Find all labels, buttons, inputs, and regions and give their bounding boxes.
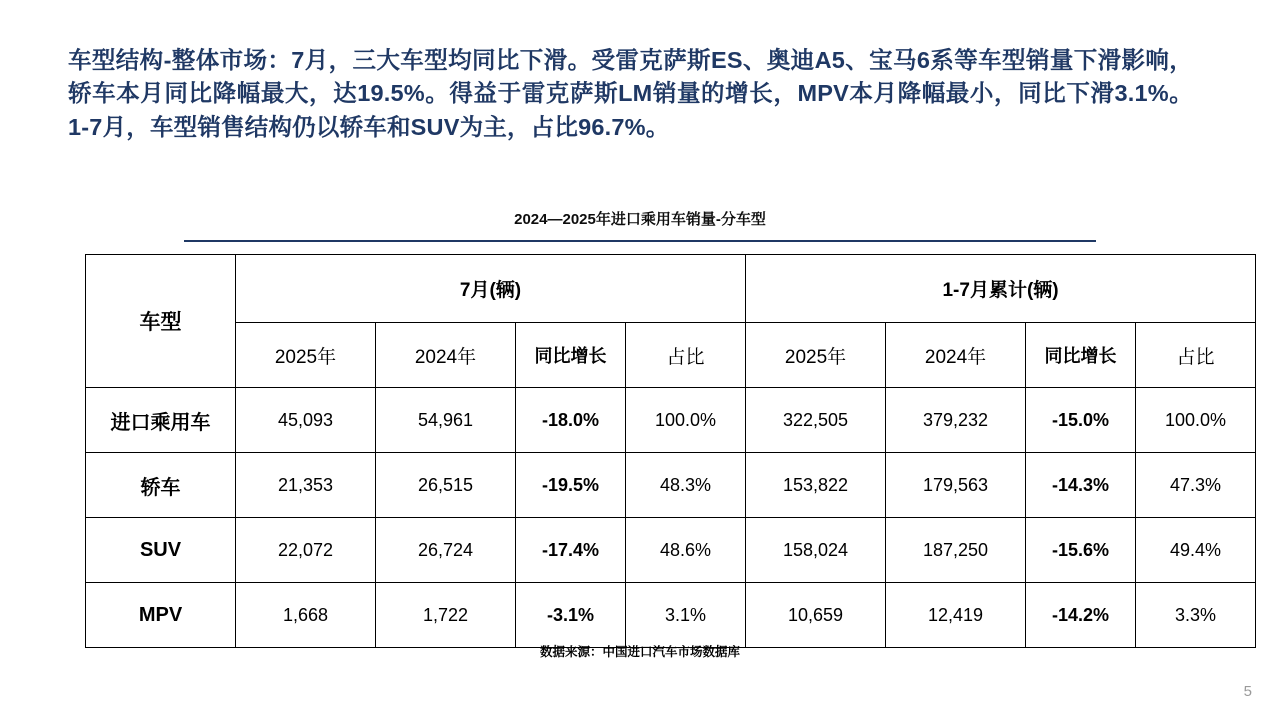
table-subheader-m-share: 占比 — [626, 323, 746, 388]
table-row-label: MPV — [86, 583, 236, 648]
data-table-container — [85, 254, 1227, 648]
table-subheader-c-share: 占比 — [1136, 323, 1256, 388]
table-cell: 187,250 — [886, 518, 1026, 583]
table-cell: -3.1% — [516, 583, 626, 648]
table-row-label: 进口乘用车 — [86, 388, 236, 453]
table-cell: 48.3% — [626, 453, 746, 518]
table-cell: 26,515 — [376, 453, 516, 518]
table-cell: -14.2% — [1026, 583, 1136, 648]
table-row — [86, 453, 1256, 518]
table-subheader-c-2025: 2025年 — [746, 323, 886, 388]
table-row — [86, 388, 1256, 453]
table-cell: 54,961 — [376, 388, 516, 453]
table-cell: -18.0% — [516, 388, 626, 453]
table-cell: -17.4% — [516, 518, 626, 583]
table-subheader-c-growth: 同比增长 — [1026, 323, 1136, 388]
table-header-row-subs — [86, 323, 1256, 388]
table-cell: 100.0% — [1136, 388, 1256, 453]
table-group-header-cumulative: 1-7月累计(辆) — [746, 255, 1256, 323]
table-row — [86, 518, 1256, 583]
table-cell: 379,232 — [886, 388, 1026, 453]
table-cell: 49.4% — [1136, 518, 1256, 583]
table-row-label: 轿车 — [86, 453, 236, 518]
table-subheader-m-2024: 2024年 — [376, 323, 516, 388]
table-cell: 179,563 — [886, 453, 1026, 518]
table-row — [86, 583, 1256, 648]
table-cell: 47.3% — [1136, 453, 1256, 518]
table-cell: -15.6% — [1026, 518, 1136, 583]
source-note: 数据来源：中国进口汽车市场数据库 — [539, 645, 740, 659]
table-cell: 48.6% — [626, 518, 746, 583]
table-cell: 1,668 — [236, 583, 376, 648]
table-cell: 158,024 — [746, 518, 886, 583]
table-cell: -19.5% — [516, 453, 626, 518]
data-table — [85, 254, 1256, 648]
table-cell: 22,072 — [236, 518, 376, 583]
table-cell: 100.0% — [626, 388, 746, 453]
table-cell: 45,093 — [236, 388, 376, 453]
table-cell: 12,419 — [886, 583, 1026, 648]
table-row-label: SUV — [86, 518, 236, 583]
title-divider — [184, 240, 1096, 242]
slide-headline: 车型结构-整体市场：7月，三大车型均同比下滑。受雷克萨斯ES、奥迪A5、宝马6系等车型销量下滑影响，轿车本月同比降幅最大，达19.5%。得益于雷克萨斯LM销量的增长，MPV本月降幅最小，同比下滑3.1%。1-7月，车型销售结构仍以轿车和SUV为主，占比96.7%。 — [68, 47, 1193, 140]
table-cell: 26,724 — [376, 518, 516, 583]
table-title: 2024—2025年进口乘用车销量-分车型 — [514, 211, 766, 228]
table-header-row-groups — [86, 255, 1256, 323]
table-corner-label: 车型 — [86, 255, 236, 388]
table-cell: 10,659 — [746, 583, 886, 648]
page-number: 5 — [1243, 683, 1252, 700]
table-subheader-c-2024: 2024年 — [886, 323, 1026, 388]
table-subheader-m-growth: 同比增长 — [516, 323, 626, 388]
table-subheader-m-2025: 2025年 — [236, 323, 376, 388]
table-group-header-month: 7月(辆) — [236, 255, 746, 323]
table-cell: 21,353 — [236, 453, 376, 518]
table-cell: 1,722 — [376, 583, 516, 648]
table-cell: -14.3% — [1026, 453, 1136, 518]
table-cell: 3.3% — [1136, 583, 1256, 648]
table-cell: 3.1% — [626, 583, 746, 648]
table-cell: 322,505 — [746, 388, 886, 453]
table-cell: -15.0% — [1026, 388, 1136, 453]
table-cell: 153,822 — [746, 453, 886, 518]
